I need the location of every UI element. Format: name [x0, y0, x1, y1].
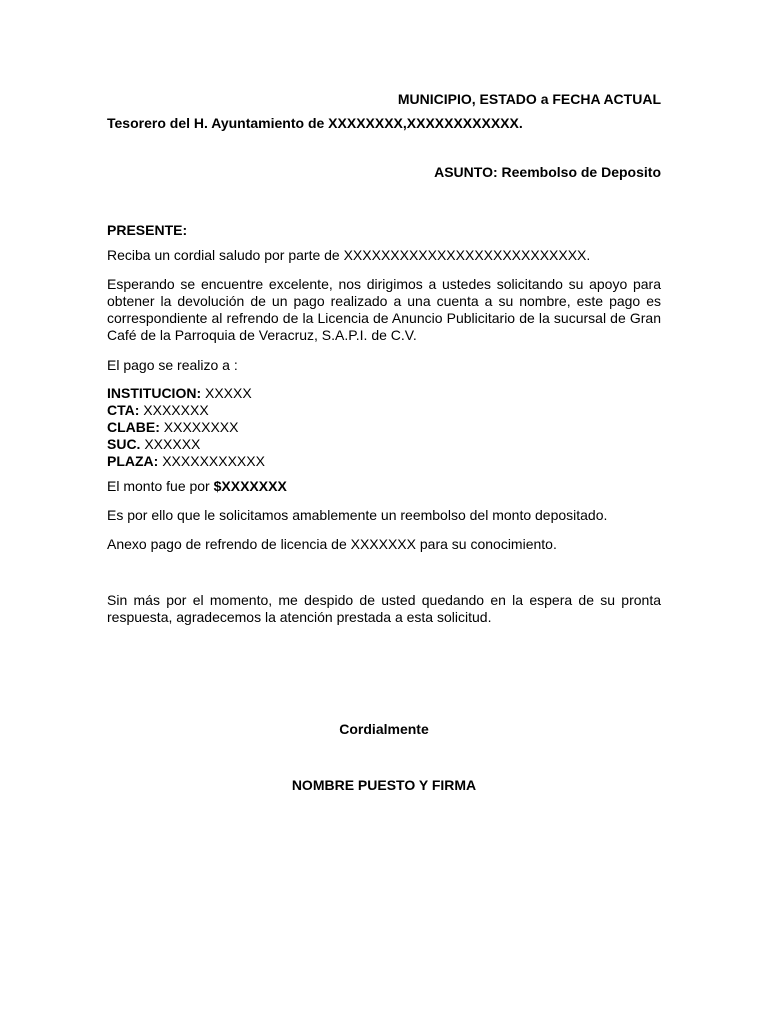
bank-field-cta	[107, 402, 661, 419]
bank-field-institucion	[107, 385, 661, 402]
field-value: XXXXXXX	[139, 402, 209, 418]
signature-line: NOMBRE PUESTO Y FIRMA	[291, 777, 477, 793]
field-value: XXXXXX	[140, 436, 201, 452]
bank-field-suc	[107, 436, 661, 453]
refund-request: Es por ello que le solicitamos amablemente un reembolso del monto depositado.	[107, 507, 608, 523]
subject-line	[107, 164, 661, 181]
recipient-line: Tesorero del H. Ayuntamiento de XXXXXXXX,XXXXXXXXXXXX.	[107, 115, 523, 131]
field-value: XXXXX	[201, 385, 252, 401]
field-value: XXXXXXXX	[159, 419, 239, 435]
amount-line	[107, 478, 661, 495]
salutation: PRESENTE:	[107, 222, 188, 238]
closing-paragraph: Sin más por el momento, me despido de usted quedando en la espera de su pronta respuesta, agradecemos la atención prestada a esta solicitud.	[107, 592, 661, 625]
bank-details	[107, 385, 661, 470]
bank-field-clabe	[107, 419, 661, 436]
annex-line: Anexo pago de refrendo de licencia de XXXXXXX para su conocimiento.	[107, 536, 557, 552]
subject-text: Reembolso de Deposito	[497, 164, 661, 180]
field-label: CLABE:	[107, 419, 160, 435]
amount-text: El monto fue por	[107, 478, 214, 494]
field-value: XXXXXXXXXXX	[158, 453, 265, 469]
field-label: INSTITUCION:	[107, 385, 202, 401]
field-label: PLAZA:	[107, 453, 159, 469]
amount-value: $XXXXXXX	[213, 478, 287, 494]
payment-intro: El pago se realizo a :	[107, 357, 238, 373]
field-label: SUC.	[107, 436, 141, 452]
valediction: Cordialmente	[339, 721, 429, 737]
request-paragraph: Esperando se encuentre excelente, nos dirigimos a ustedes solicitando su apoyo para obtener la devolución de un pago realizado a una cuenta a su nombre, este pago es correspondiente al refrendo de la Licencia de Anuncio Publicitario de la sucursal de Gran Café de la Parroquia de Veracruz, S.A.P.I. de C.V.	[107, 276, 661, 343]
subject-label: ASUNTO:	[434, 164, 498, 180]
field-label: CTA:	[107, 402, 140, 418]
place-date-line: MUNICIPIO, ESTADO a FECHA ACTUAL	[397, 91, 661, 107]
bank-field-plaza	[107, 453, 661, 470]
greeting-paragraph: Reciba un cordial saludo por parte de XXXXXXXXXXXXXXXXXXXXXXXXXX.	[107, 247, 591, 263]
